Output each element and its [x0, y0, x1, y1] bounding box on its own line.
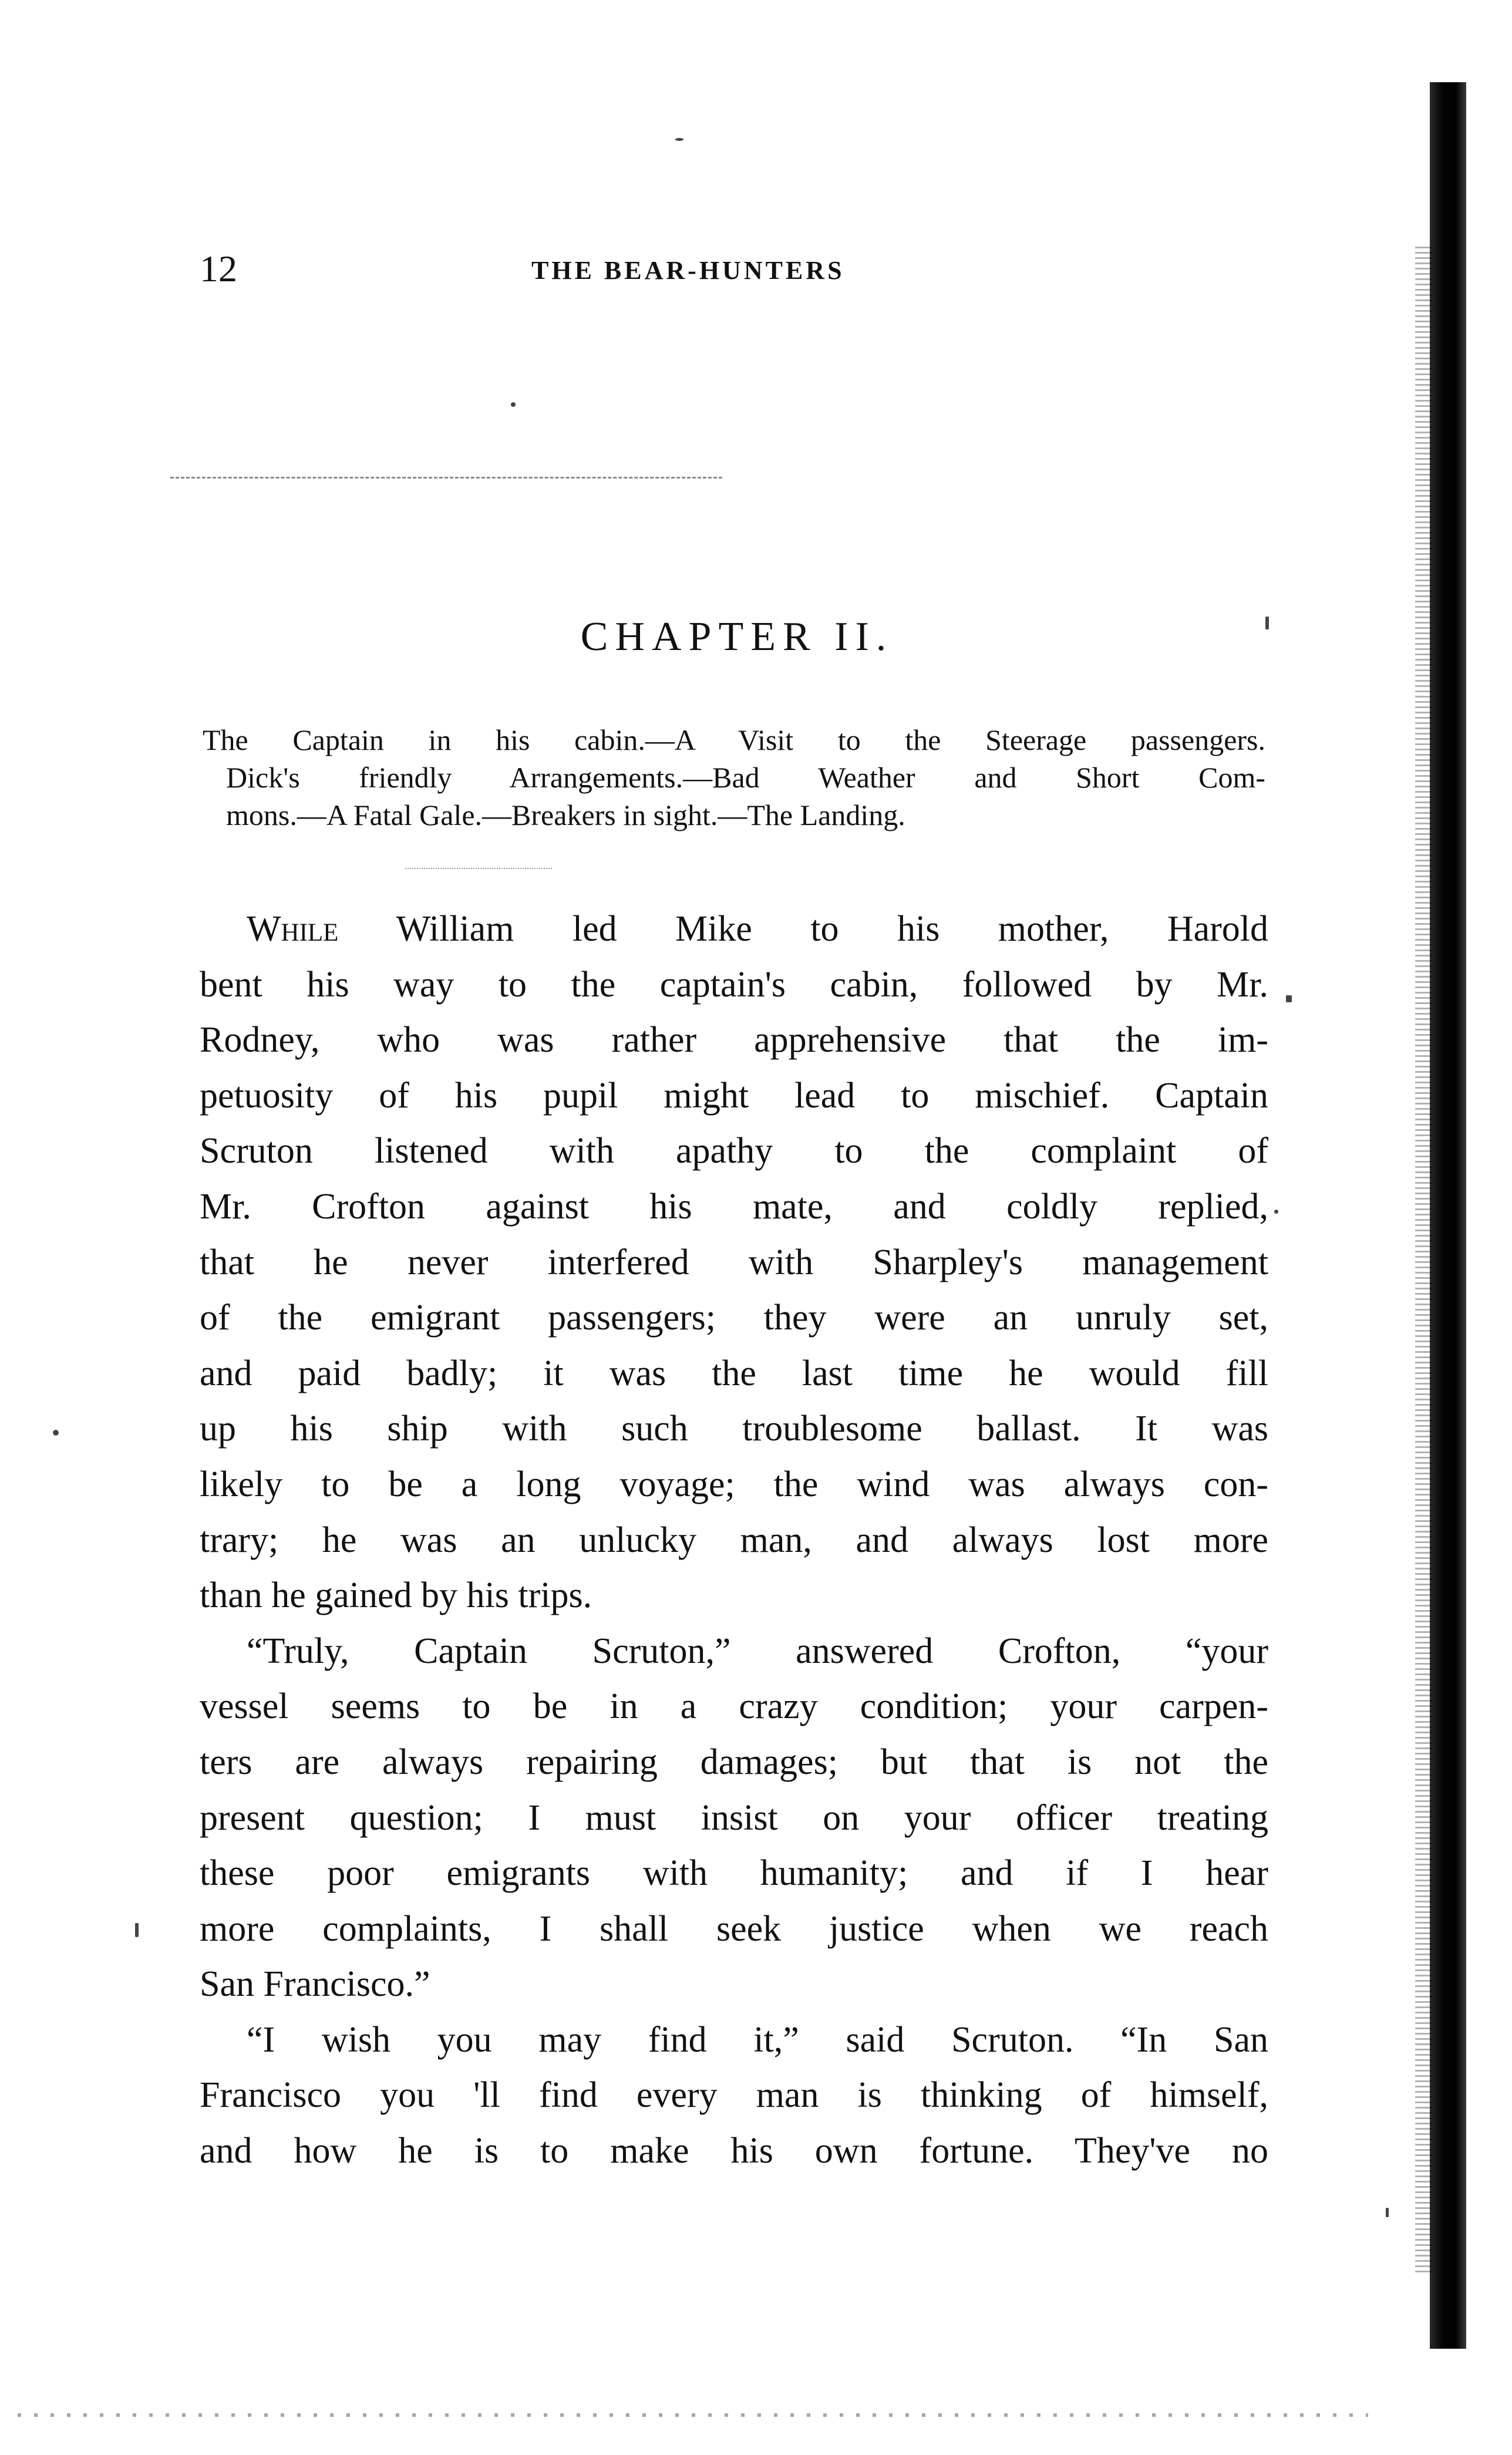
text-line: San Francisco.” [200, 1964, 430, 2005]
synopsis-line: mons.—A Fatal Gale.—Breakers in sight.—The Landing. [226, 799, 905, 831]
synopsis-line: Dick's friendly Arrangements.—Bad Weather and Short Com- [226, 761, 1265, 794]
ink-speck [675, 138, 683, 141]
book-binding-shadow [1430, 82, 1466, 2349]
text-line: more complaints, I shall seek justice when we reach [200, 1908, 1268, 1949]
text-line: bent his way to the captain's cabin, followed by Mr. [200, 964, 1268, 1005]
text-line: vessel seems to be in a crazy condition; your carpen- [200, 1686, 1268, 1727]
running-header [200, 245, 1274, 292]
text-line: than he gained by his trips. [200, 1575, 592, 1616]
text-line: present question; I must insist on your officer treating [200, 1797, 1268, 1838]
text-line: “I wish you may find it,” said Scruton. “In San [247, 2019, 1268, 2060]
text-line: ters are always repairing damages; but that is not the [200, 1742, 1268, 1782]
text-line: and paid badly; it was the last time he would fill [200, 1353, 1268, 1393]
ink-speck [1265, 617, 1269, 629]
text-line: these poor emigrants with humanity; and if I hear [200, 1853, 1268, 1894]
text-line: trary; he was an unlucky man, and always lost more [200, 1520, 1268, 1560]
page-number: 12 [200, 248, 237, 289]
binding-edge-texture [1415, 247, 1433, 2272]
text-line: “Truly, Captain Scruton,” answered Crofton, “your [247, 1631, 1268, 1671]
ink-speck [1386, 2208, 1389, 2217]
text-line-content: William led Mike to his mother, Harold [338, 909, 1268, 949]
drop-word: While [247, 909, 339, 949]
text-line: Scruton listened with apathy to the complaint of [200, 1131, 1268, 1171]
text-line: that he never interfered with Sharpley's management [200, 1242, 1268, 1282]
text-line: and how he is to make his own fortune. They've no [200, 2131, 1268, 2171]
text-line: Francisco you 'll find every man is thinking of himself, [200, 2075, 1268, 2116]
text-line: Rodney, who was rather apprehensive that the im- [200, 1020, 1268, 1060]
synopsis-divider [405, 868, 552, 869]
text-line: Mr. Crofton against his mate, and coldly replied, [200, 1186, 1268, 1227]
body-text [200, 901, 1268, 2179]
ink-speck [1274, 1210, 1278, 1214]
ink-speck [511, 402, 516, 407]
ink-speck [53, 1430, 59, 1436]
text-line [200, 901, 1268, 957]
text-line: likely to be a long voyage; the wind was always con- [200, 1464, 1268, 1504]
ink-speck [135, 1923, 139, 1937]
ornamental-rule [170, 477, 722, 479]
text-line: up his ship with such troublesome ballast. It was [200, 1409, 1268, 1449]
synopsis-line: The Captain in his cabin.—A Visit to the Steerage passengers. [203, 723, 1265, 756]
page-edge-noise [18, 2413, 1368, 2417]
chapter-heading: CHAPTER II. [580, 614, 894, 659]
running-title: THE BEAR-HUNTERS [531, 256, 845, 285]
text-line: petuosity of his pupil might lead to mischief. Captain [200, 1075, 1268, 1116]
ink-speck [1286, 995, 1292, 1002]
text-line: of the emigrant passengers; they were an unruly set, [200, 1298, 1268, 1338]
chapter-synopsis [203, 721, 1265, 834]
